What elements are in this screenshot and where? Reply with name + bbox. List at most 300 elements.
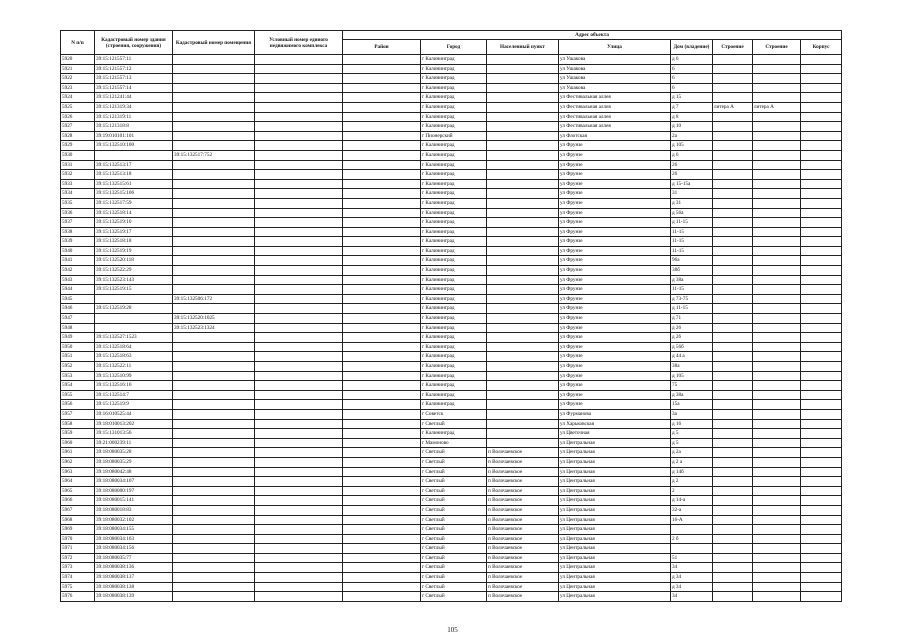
table-row — [61, 237, 842, 247]
cell-structure — [753, 237, 801, 247]
cell-district — [343, 93, 421, 103]
cell-cad-room — [173, 477, 255, 487]
cell-num: 5929 — [61, 141, 95, 151]
table-row — [61, 515, 842, 525]
cell-house: 51 — [671, 553, 713, 563]
cell-building — [713, 467, 753, 477]
cell-settlement — [487, 237, 559, 247]
cell-cad-room — [173, 179, 255, 189]
cell-district — [343, 381, 421, 391]
cell-structure — [753, 505, 801, 515]
cell-street: ул Фурманова — [559, 409, 671, 419]
cell-building — [713, 438, 753, 448]
cell-district — [343, 74, 421, 84]
cell-settlement — [487, 227, 559, 237]
cell-settlement — [487, 112, 559, 122]
cell-cad-complex — [255, 74, 343, 84]
cell-num: 5941 — [61, 256, 95, 266]
cell-house: д 7 — [671, 102, 713, 112]
cell-city: г Калининград — [421, 304, 487, 314]
cell-city: г Светлый — [421, 553, 487, 563]
cell-house: 26 — [671, 170, 713, 180]
cell-cad-complex — [255, 477, 343, 487]
cell-cad-room — [173, 553, 255, 563]
cell-street: ул Фрунзе — [559, 160, 671, 170]
cell-cad-building: 39:15:132518:14 — [95, 208, 173, 218]
cell-structure — [753, 323, 801, 333]
cell-house: 6 — [671, 64, 713, 74]
cell-house: д 15 — [671, 93, 713, 103]
cell-cad-building — [95, 150, 173, 160]
cell-cad-room — [173, 419, 255, 429]
cell-cad-complex — [255, 429, 343, 439]
cell-street: ул Ушакова — [559, 83, 671, 93]
cell-block — [801, 141, 842, 151]
cell-structure — [753, 83, 801, 93]
cell-cad-building: 39:15:132519:15 — [95, 285, 173, 295]
cell-block — [801, 448, 842, 458]
cell-district — [343, 246, 421, 256]
cell-city: г Мамоново — [421, 438, 487, 448]
cell-building — [713, 160, 753, 170]
cell-district — [343, 160, 421, 170]
cell-num: 5953 — [61, 371, 95, 381]
cell-street: ул Центральная — [559, 525, 671, 535]
cell-block — [801, 64, 842, 74]
cell-cad-room — [173, 381, 255, 391]
cell-house: д 34 — [671, 582, 713, 592]
cell-cad-complex — [255, 179, 343, 189]
cell-cad-room — [173, 563, 255, 573]
cell-city: г Калининград — [421, 314, 487, 324]
table-row — [61, 218, 842, 228]
cell-district — [343, 198, 421, 208]
table-row — [61, 457, 842, 467]
cell-num: 5965 — [61, 486, 95, 496]
cell-building — [713, 477, 753, 487]
cell-structure — [753, 525, 801, 535]
cell-structure — [753, 544, 801, 554]
cell-num: 5950 — [61, 342, 95, 352]
cell-house: д 11-15 — [671, 218, 713, 228]
cell-city: г Светлый — [421, 582, 487, 592]
cell-structure — [753, 429, 801, 439]
cell-cad-room — [173, 362, 255, 372]
cell-settlement: п Волочаевское — [487, 553, 559, 563]
cell-block — [801, 179, 842, 189]
cell-building — [713, 83, 753, 93]
cell-num: 5974 — [61, 573, 95, 583]
cell-settlement — [487, 419, 559, 429]
cell-district — [343, 237, 421, 247]
cell-num: 5947 — [61, 314, 95, 324]
cell-street: ул Центральная — [559, 457, 671, 467]
cell-district — [343, 505, 421, 515]
cell-cad-complex — [255, 525, 343, 535]
cell-structure — [753, 573, 801, 583]
cell-cad-complex — [255, 218, 343, 228]
cell-block — [801, 390, 842, 400]
cell-cad-room — [173, 131, 255, 141]
cell-num: 5925 — [61, 102, 95, 112]
cell-block — [801, 227, 842, 237]
cell-house: д 31 — [671, 198, 713, 208]
cell-cad-room — [173, 74, 255, 84]
cell-cad-complex — [255, 323, 343, 333]
cell-house: 16-А — [671, 515, 713, 525]
cell-cad-building: 39:21:000239:11 — [95, 438, 173, 448]
cell-cad-complex — [255, 409, 343, 419]
cell-cad-room — [173, 266, 255, 276]
cell-cad-building: 39:18:080042:48 — [95, 467, 173, 477]
cell-street: ул Фрунзе — [559, 170, 671, 180]
cell-building — [713, 352, 753, 362]
cell-cad-room — [173, 198, 255, 208]
cell-structure — [753, 112, 801, 122]
cell-block — [801, 93, 842, 103]
cell-cad-building: 39:15:132523:143 — [95, 275, 173, 285]
table-row — [61, 150, 842, 160]
cell-city: г Калининград — [421, 275, 487, 285]
cell-structure — [753, 496, 801, 506]
table-row — [61, 592, 842, 602]
cell-num: 5921 — [61, 64, 95, 74]
cell-cad-building: 39:18:080038:136 — [95, 563, 173, 573]
cell-building — [713, 544, 753, 554]
cell-district — [343, 438, 421, 448]
cell-block — [801, 438, 842, 448]
table-row — [61, 352, 842, 362]
cell-cad-room — [173, 141, 255, 151]
cell-cad-building: 39:18:080000:197 — [95, 486, 173, 496]
cell-structure — [753, 409, 801, 419]
cell-structure — [753, 419, 801, 429]
cell-building — [713, 582, 753, 592]
table-row — [61, 208, 842, 218]
cell-cad-building: 39:19:010101:101 — [95, 131, 173, 141]
cell-city: г Калининград — [421, 323, 487, 333]
cell-settlement: п Волочаевское — [487, 496, 559, 506]
table-row — [61, 409, 842, 419]
cell-structure — [753, 553, 801, 563]
cell-block — [801, 198, 842, 208]
table-row — [61, 256, 842, 266]
cell-house — [671, 525, 713, 535]
cell-block — [801, 294, 842, 304]
cell-block — [801, 189, 842, 199]
cell-structure — [753, 352, 801, 362]
cell-cad-room — [173, 525, 255, 535]
cell-block — [801, 457, 842, 467]
cell-cad-complex — [255, 141, 343, 151]
cell-settlement — [487, 333, 559, 343]
cell-district — [343, 477, 421, 487]
cell-cad-building: 39:18:080035:77 — [95, 553, 173, 563]
table-row — [61, 525, 842, 535]
table-row — [61, 448, 842, 458]
cell-block — [801, 409, 842, 419]
cell-cad-complex — [255, 266, 343, 276]
cell-cad-room — [173, 429, 255, 439]
cell-street: ул Фрунзе — [559, 371, 671, 381]
cell-building — [713, 553, 753, 563]
cell-street: ул Центральная — [559, 477, 671, 487]
cell-street: ул Фрунзе — [559, 208, 671, 218]
cell-num: 5957 — [61, 409, 95, 419]
cell-structure — [753, 371, 801, 381]
cell-street: ул Центральная — [559, 515, 671, 525]
cell-building — [713, 198, 753, 208]
cell-settlement — [487, 409, 559, 419]
cell-cad-room — [173, 534, 255, 544]
cell-city: г Пионерский — [421, 131, 487, 141]
cell-house: 6 — [671, 83, 713, 93]
cell-district — [343, 304, 421, 314]
cell-cad-complex — [255, 342, 343, 352]
cell-block — [801, 170, 842, 180]
cell-structure — [753, 381, 801, 391]
cell-cad-complex — [255, 582, 343, 592]
cell-num: 5931 — [61, 160, 95, 170]
cell-structure — [753, 477, 801, 487]
cell-city: г Калининград — [421, 362, 487, 372]
registry-table — [60, 30, 842, 602]
cell-house: д 56а — [671, 208, 713, 218]
cell-num: 5920 — [61, 55, 95, 65]
cell-house: 6 — [671, 74, 713, 84]
cell-district — [343, 218, 421, 228]
cell-num: 5951 — [61, 352, 95, 362]
cell-cad-complex — [255, 208, 343, 218]
cell-settlement — [487, 304, 559, 314]
cell-settlement — [487, 275, 559, 285]
cell-settlement: п Волочаевское — [487, 563, 559, 573]
cell-building — [713, 285, 753, 295]
cell-district — [343, 573, 421, 583]
cell-city: г Калининград — [421, 141, 487, 151]
cell-num: 5926 — [61, 112, 95, 122]
cell-structure — [753, 400, 801, 410]
cell-city: г Светлый — [421, 496, 487, 506]
cell-street: ул Фрунзе — [559, 189, 671, 199]
cell-cad-room — [173, 467, 255, 477]
cell-structure — [753, 150, 801, 160]
cell-building — [713, 294, 753, 304]
cell-cad-building: 39:15:132522:11 — [95, 362, 173, 372]
cell-structure — [753, 64, 801, 74]
cell-building — [713, 409, 753, 419]
cell-building — [713, 179, 753, 189]
cell-district — [343, 227, 421, 237]
cell-num: 5961 — [61, 448, 95, 458]
cell-street: ул Центральная — [559, 467, 671, 477]
cell-settlement — [487, 102, 559, 112]
cell-cad-complex — [255, 55, 343, 65]
cell-district — [343, 563, 421, 573]
cell-cad-building: 39:15:132518:18 — [95, 237, 173, 247]
cell-district — [343, 525, 421, 535]
cell-num: 5945 — [61, 294, 95, 304]
cell-cad-building: 39:18:080034:107 — [95, 477, 173, 487]
cell-settlement: п Волочаевское — [487, 544, 559, 554]
cell-settlement: п Волочаевское — [487, 467, 559, 477]
cell-cad-complex — [255, 93, 343, 103]
cell-settlement — [487, 256, 559, 266]
cell-district — [343, 275, 421, 285]
cell-city: г Светлый — [421, 477, 487, 487]
cell-cad-complex — [255, 592, 343, 602]
cell-structure — [753, 275, 801, 285]
cell-street: ул Фрунзе — [559, 304, 671, 314]
cell-city: г Калининград — [421, 256, 487, 266]
cell-settlement — [487, 371, 559, 381]
cell-city: г Светлый — [421, 592, 487, 602]
cell-cad-complex — [255, 294, 343, 304]
cell-cad-room — [173, 409, 255, 419]
cell-building — [713, 496, 753, 506]
cell-building — [713, 390, 753, 400]
cell-house: 11-15 — [671, 227, 713, 237]
cell-cad-room — [173, 285, 255, 295]
cell-cad-building: 39:18:080038:138 — [95, 582, 173, 592]
cell-district — [343, 362, 421, 372]
cell-cad-room — [173, 352, 255, 362]
header-address-group: Адрес объекта — [343, 31, 842, 40]
cell-building: литера А — [713, 102, 753, 112]
cell-num: 5935 — [61, 198, 95, 208]
header-num: N п/п — [61, 31, 95, 55]
cell-settlement — [487, 189, 559, 199]
cell-cad-complex — [255, 467, 343, 477]
cell-district — [343, 457, 421, 467]
cell-num: 5934 — [61, 189, 95, 199]
cell-city: г Калининград — [421, 266, 487, 276]
cell-building — [713, 64, 753, 74]
cell-cad-complex — [255, 64, 343, 74]
cell-settlement — [487, 429, 559, 439]
cell-house: д 2 а — [671, 457, 713, 467]
cell-settlement — [487, 208, 559, 218]
cell-cad-building: 39:15:132522:29 — [95, 266, 173, 276]
table-row — [61, 371, 842, 381]
table-row — [61, 122, 842, 132]
cell-cad-complex — [255, 237, 343, 247]
cell-house: д 26 — [671, 333, 713, 343]
cell-num: 5930 — [61, 150, 95, 160]
cell-structure — [753, 582, 801, 592]
table-row — [61, 342, 842, 352]
cell-cad-complex — [255, 400, 343, 410]
cell-cad-room — [173, 371, 255, 381]
cell-street: ул Фестивальная аллея — [559, 122, 671, 132]
cell-num: 5924 — [61, 93, 95, 103]
table-row — [61, 544, 842, 554]
cell-street: ул Фрунзе — [559, 275, 671, 285]
cell-cad-complex — [255, 304, 343, 314]
header-cad-complex: Условный номер единого недвижимого комплекса — [255, 31, 343, 55]
cell-structure — [753, 467, 801, 477]
cell-house: д 38а — [671, 390, 713, 400]
cell-building — [713, 122, 753, 132]
cell-structure — [753, 285, 801, 295]
cell-cad-complex — [255, 83, 343, 93]
cell-num: 5938 — [61, 227, 95, 237]
cell-house: 32-а — [671, 505, 713, 515]
cell-num: 5954 — [61, 381, 95, 391]
cell-block — [801, 486, 842, 496]
cell-cad-building: 39:15:121557:11 — [95, 55, 173, 65]
cell-city: г Светлый — [421, 573, 487, 583]
cell-street: ул Фрунзе — [559, 381, 671, 391]
cell-cad-complex — [255, 390, 343, 400]
cell-city: г Калининград — [421, 371, 487, 381]
table-row — [61, 505, 842, 515]
cell-building — [713, 93, 753, 103]
cell-cad-room — [173, 573, 255, 583]
cell-num: 5928 — [61, 131, 95, 141]
cell-city: г Светлый — [421, 457, 487, 467]
cell-district — [343, 179, 421, 189]
cell-district — [343, 208, 421, 218]
table-row — [61, 198, 842, 208]
cell-block — [801, 131, 842, 141]
cell-building — [713, 150, 753, 160]
header-block: Корпус — [801, 40, 842, 55]
cell-building — [713, 275, 753, 285]
cell-settlement — [487, 122, 559, 132]
cell-street: ул Цветочная — [559, 429, 671, 439]
cell-num: 5946 — [61, 304, 95, 314]
cell-street: ул Фрунзе — [559, 294, 671, 304]
cell-cad-building: 39:15:132517:59 — [95, 198, 173, 208]
cell-num: 5958 — [61, 419, 95, 429]
cell-num: 5939 — [61, 237, 95, 247]
cell-structure — [753, 208, 801, 218]
cell-structure — [753, 122, 801, 132]
table-row — [61, 390, 842, 400]
cell-house: 15а — [671, 400, 713, 410]
cell-cad-building: 39:15:132515:106 — [95, 189, 173, 199]
cell-cad-room — [173, 122, 255, 132]
cell-cad-building — [95, 323, 173, 333]
cell-building — [713, 457, 753, 467]
cell-building — [713, 563, 753, 573]
cell-city: г Калининград — [421, 285, 487, 295]
cell-num: 5976 — [61, 592, 95, 602]
cell-house: д 2 — [671, 477, 713, 487]
cell-street: ул Фрунзе — [559, 323, 671, 333]
cell-street: ул Фрунзе — [559, 237, 671, 247]
cell-block — [801, 256, 842, 266]
cell-num: 5966 — [61, 496, 95, 506]
cell-block — [801, 429, 842, 439]
cell-cad-room — [173, 160, 255, 170]
cell-block — [801, 525, 842, 535]
cell-cad-complex — [255, 333, 343, 343]
cell-cad-complex — [255, 256, 343, 266]
cell-city: г Калининград — [421, 160, 487, 170]
cell-district — [343, 553, 421, 563]
cell-city: г Калининград — [421, 246, 487, 256]
cell-block — [801, 218, 842, 228]
cell-block — [801, 362, 842, 372]
cell-cad-building: 39:18:010013:202 — [95, 419, 173, 429]
cell-district — [343, 112, 421, 122]
cell-num: 5969 — [61, 525, 95, 535]
cell-structure — [753, 256, 801, 266]
cell-city: г Калининград — [421, 189, 487, 199]
cell-block — [801, 352, 842, 362]
